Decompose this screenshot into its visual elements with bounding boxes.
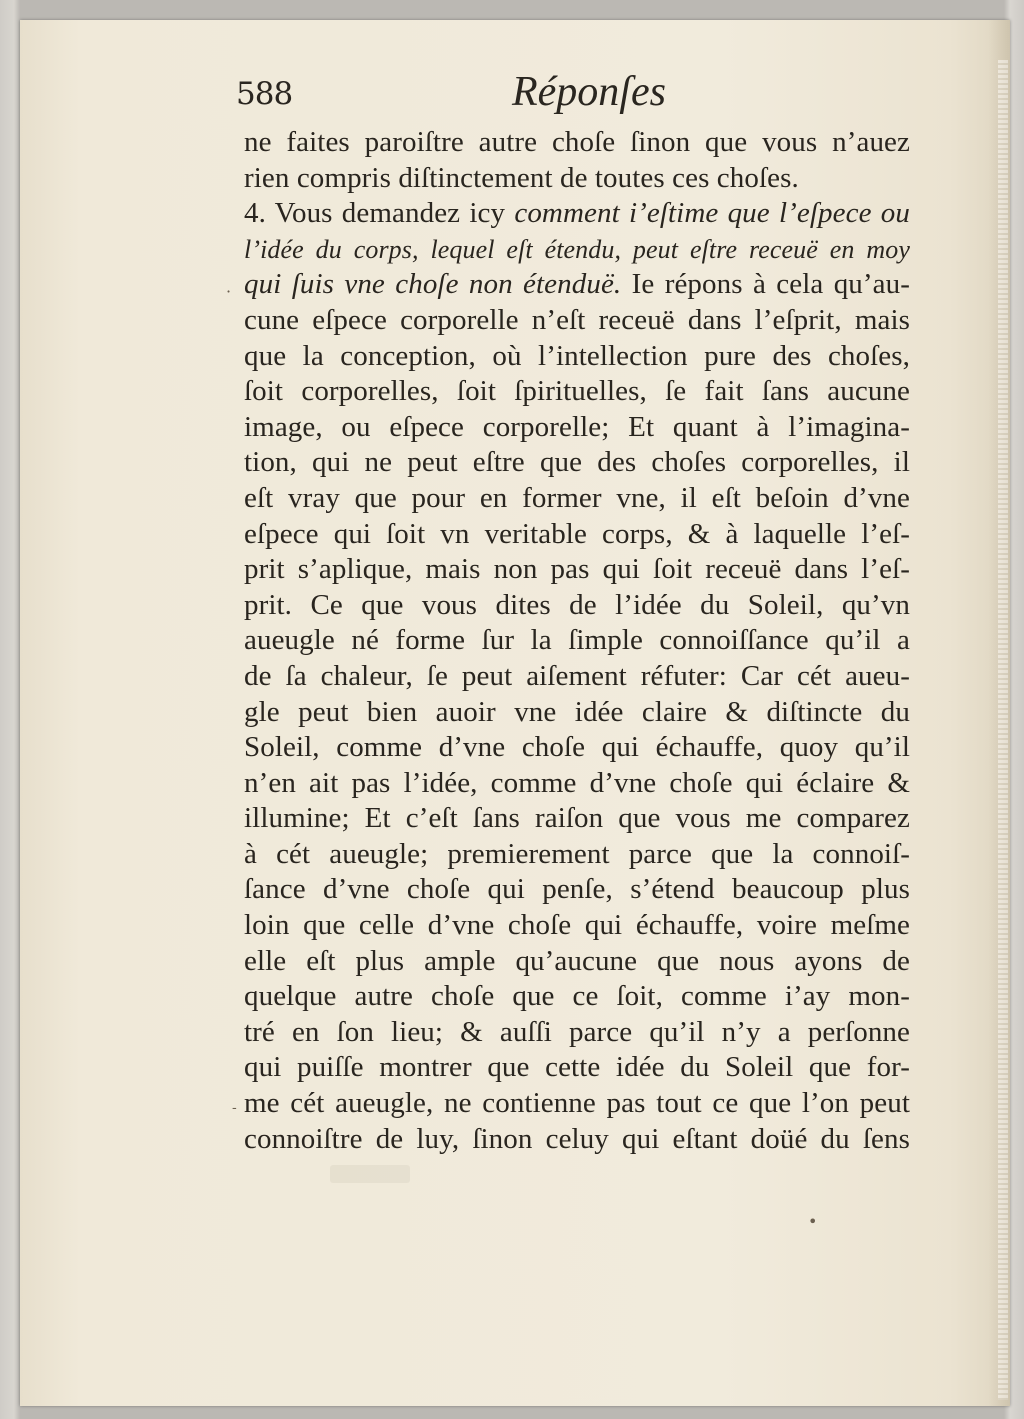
text-line: prit. Ce que vous dites de l’idée du Soleil, qu’vn (244, 588, 910, 621)
text-line: eſpece qui ſoit vn veritable corps, & à laquelle l’eſ- (244, 517, 910, 550)
italic-question: l’idée du corps, lequel eſt étendu, peut eſtre receuë en moy (244, 234, 910, 264)
text-line: rien compris diſtinctement de toutes ces choſes. (244, 161, 799, 194)
text-line (244, 267, 910, 303)
text-line: image, ou eſpece corporelle; Et quant à l’imagina- (244, 410, 910, 443)
paragraph-start: 4. Vous demandez icy (244, 197, 515, 230)
show-through-smudge (330, 1165, 410, 1183)
text-line: eſt vray que pour en former vne, il eſt beſoin d’vne (244, 481, 910, 514)
text-line: gle peut bien auoir vne idée claire & diſtincte du (244, 695, 910, 728)
answer-start: Ie répons à cela qu’au- (621, 268, 910, 301)
text-line: tré en ſon lieu; & auſſi parce qu’il n’y a perſonne (244, 1015, 910, 1048)
text-line: ne faites paroiſtre autre choſe ſinon que vous n’auez (244, 126, 910, 158)
page-number: 588 (236, 76, 293, 112)
text-line: à cét aueugle; premierement parce que la connoiſ- (244, 837, 910, 870)
ink-speck-mark: • (808, 1212, 818, 1231)
text-line (244, 196, 910, 232)
margin-dash-mark: - (232, 1100, 237, 1116)
text-line: Soleil, comme d’vne choſe qui échauffe, quoy qu’il (244, 731, 910, 764)
text-line: quelque autre choſe que ce ſoit, comme i’ay mon- (244, 980, 910, 1013)
text-line: tion, qui ne peut eſtre que des choſes corporelles, il (244, 446, 910, 479)
margin-dot-mark: · (226, 282, 232, 301)
text-line: ſance d’vne choſe qui penſe, s’étend beaucoup plus (244, 873, 910, 906)
text-line (244, 232, 910, 268)
italic-question: comment i’eſtime que l’eſpece ou (514, 197, 910, 230)
text-line: qui puiſſe montrer que cette idée du Soleil que for- (244, 1051, 910, 1084)
text-line: illumine; Et c’eſt ſans raiſon que vous me comparez (244, 802, 910, 835)
page-edges (998, 60, 1008, 1400)
text-line: n’en ait pas l’idée, comme d’vne choſe qui éclaire & (244, 766, 910, 799)
page-header (236, 66, 926, 126)
text-line: loin que celle d’vne choſe qui échauffe, voire meſme (244, 909, 910, 942)
text-line: aueugle né forme ſur la ſimple connoiſſance qu’il a (244, 624, 910, 657)
text-line: elle eſt plus ample qu’aucune que nous ayons de (244, 944, 910, 977)
text-line: cune eſpece corporelle n’eſt receuë dans l’eſprit, mais (244, 303, 910, 336)
italic-question: qui ſuis vne choſe non étenduë. (244, 268, 622, 301)
body-text (244, 125, 910, 1157)
text-line: me cét aueugle, ne contienne pas tout ce que l’on peut (244, 1087, 910, 1120)
text-line: prit s’aplique, mais non pas qui ſoit receuë dans l’eſ- (244, 553, 910, 586)
text-line: ſoit corporelles, ſoit ſpirituelles, ſe fait ſans aucune (244, 375, 910, 408)
text-line: de ſa chaleur, ſe peut aiſement réfuter: Car cét aueu- (244, 659, 910, 692)
running-title: Réponſes (512, 69, 666, 115)
text-line: connoiſtre de luy, ſinon celuy qui eſtant doüé du ſens (244, 1122, 910, 1155)
text-line: que la conception, où l’intellection pure des choſes, (244, 339, 910, 372)
